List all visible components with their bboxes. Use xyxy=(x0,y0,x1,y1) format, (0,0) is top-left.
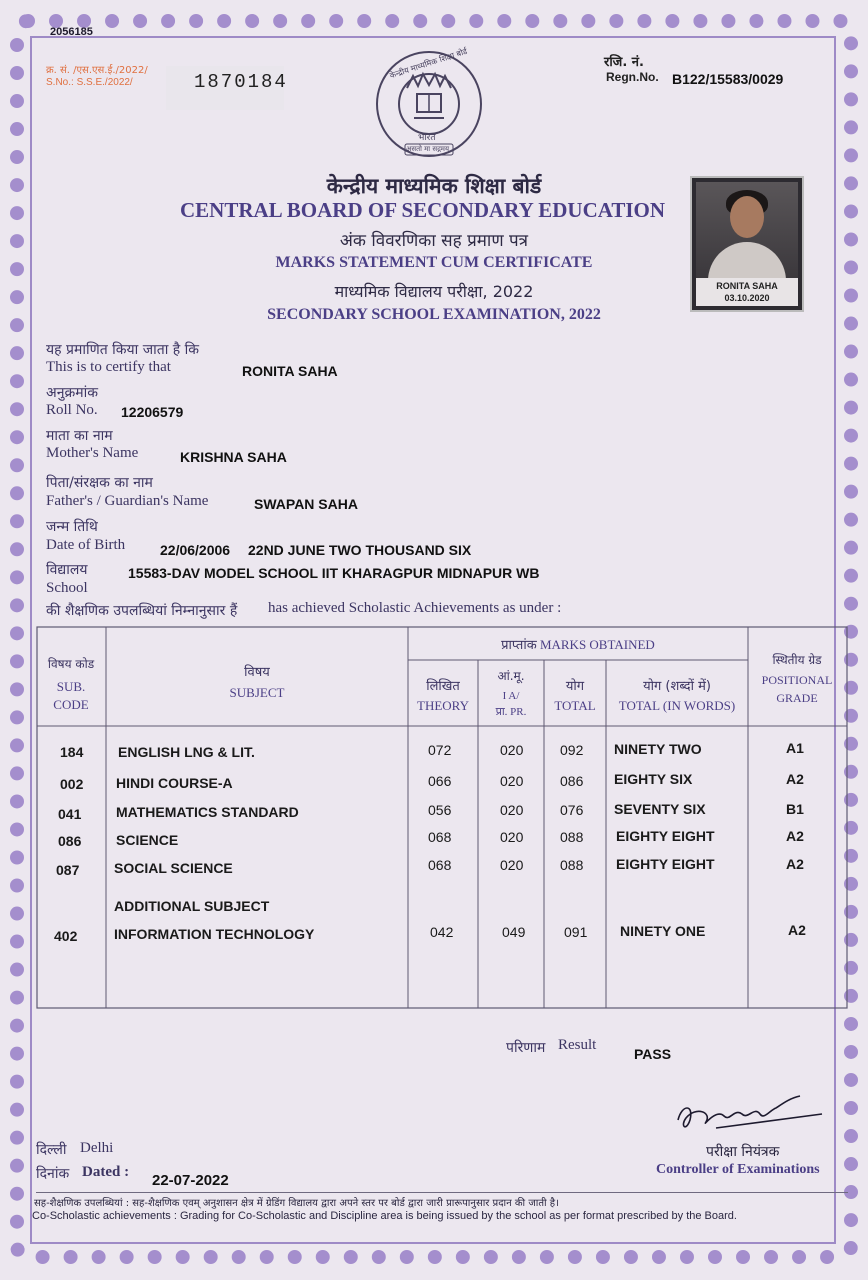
roll-label: Roll No. xyxy=(46,402,98,418)
row-total: 076 xyxy=(560,802,584,818)
row-code: 087 xyxy=(56,862,80,878)
certificate-title: MARKS STATEMENT CUM CERTIFICATE xyxy=(275,254,593,271)
row-code: 041 xyxy=(58,806,82,822)
row-words: SEVENTY SIX xyxy=(614,801,706,817)
board-title: CENTRAL BOARD OF SECONDARY EDUCATION xyxy=(180,198,666,222)
mother-label: Mother's Name xyxy=(46,445,139,461)
row-subject: ENGLISH LNG & LIT. xyxy=(118,744,255,760)
row-grade: B1 xyxy=(786,801,804,817)
footer-divider xyxy=(36,1192,848,1193)
col-grade-hindi: स्थितीय ग्रेड xyxy=(772,653,822,667)
exam-title-hindi: माध्यमिक विद्यालय परीक्षा, 2022 xyxy=(334,282,534,301)
row-ia: 020 xyxy=(500,773,524,789)
co-scholastic-note: Co-Scholastic achievements : Grading for Co-Scholastic and Discipline area is being issued by the school as per format prescribed by the Board. xyxy=(32,1210,737,1222)
col-total: TOTAL xyxy=(554,698,596,713)
dob-label: Date of Birth xyxy=(46,537,126,553)
row-words: EIGHTY SIX xyxy=(614,771,693,787)
achievement-label: has achieved Scholastic Achievements as under : xyxy=(268,600,562,616)
photo-name: RONITA SAHA xyxy=(716,281,778,291)
col-grade-en2: GRADE xyxy=(776,691,818,705)
photo-date: 03.10.2020 xyxy=(724,293,770,303)
photo-image xyxy=(696,182,798,278)
dob-label-hindi: जन्म तिथि xyxy=(46,519,98,535)
signature-icon xyxy=(672,1090,832,1140)
col-words-hindi: योग (शब्दों में) xyxy=(643,679,711,694)
sr-no-hindi: क्र. सं. /एस.एस.ई./2022/ xyxy=(46,65,148,76)
mother-label-hindi: माता का नाम xyxy=(46,428,113,444)
school-label-hindi: विद्यालय xyxy=(46,562,88,578)
controller-hindi: परीक्षा नियंत्रक xyxy=(706,1144,780,1160)
regn-hindi: रजि. नं. xyxy=(604,55,644,70)
controller-title: Controller of Examinations xyxy=(656,1162,820,1177)
row-grade: A1 xyxy=(786,740,804,756)
col-theory-hindi: लिखित xyxy=(426,679,460,694)
result-label: Result xyxy=(558,1037,597,1053)
col-theory: THEORY xyxy=(417,698,469,713)
row-theory: 072 xyxy=(428,742,452,758)
row-total: 086 xyxy=(560,773,584,789)
col-total-hindi: योग xyxy=(565,679,585,694)
photo-caption xyxy=(696,278,798,306)
col-subject-hindi: विषय xyxy=(244,665,270,680)
row-total: 092 xyxy=(560,742,584,758)
father-label: Father's / Guardian's Name xyxy=(46,493,209,509)
row-theory: 068 xyxy=(428,857,452,873)
place-label-hindi: दिल्ली xyxy=(36,1142,67,1158)
row-ia: 049 xyxy=(502,924,526,940)
sr-no-label: S.No.: S.S.E./2022/ xyxy=(46,77,133,88)
certificate-title-hindi: अंक विवरणिका सह प्रमाण पत्र xyxy=(339,231,529,251)
row-grade: A2 xyxy=(786,771,804,787)
board-title-hindi: केन्द्रीय माध्यमिक शिक्षा बोर्ड xyxy=(326,174,542,198)
row-theory: 056 xyxy=(428,802,452,818)
col-code-en2: CODE xyxy=(53,697,89,712)
row-ia: 020 xyxy=(500,829,524,845)
row-subject: SCIENCE xyxy=(116,832,179,848)
place-label: Delhi xyxy=(80,1140,114,1156)
col-ia-practical: प्रा. PR. xyxy=(495,706,527,718)
row-total: 088 xyxy=(560,829,584,845)
certify-label-hindi: यह प्रमाणित किया जाता है कि xyxy=(46,342,200,358)
row-grade: A2 xyxy=(786,856,804,872)
col-marks: MARKS OBTAINED xyxy=(539,637,655,652)
row-code: 402 xyxy=(54,928,78,944)
emblem-motto: असतो मा सद्गमय xyxy=(406,145,450,153)
school-name: 15583-DAV MODEL SCHOOL IIT KHARAGPUR MIDNAPUR WB xyxy=(128,565,540,581)
student-photo xyxy=(690,176,804,312)
emblem-text-top: केन्द्रीय माध्यमिक शिक्षा बोर्ड xyxy=(388,46,469,81)
roll-label-hindi: अनुक्रमांक xyxy=(46,385,98,401)
certify-label: This is to certify that xyxy=(46,359,171,375)
row-grade: A2 xyxy=(788,922,806,938)
col-marks-hindi: प्राप्तांक xyxy=(501,638,537,653)
co-scholastic-note-hindi: सह-शैक्षणिक उपलब्धियां : सह-शैक्षणिक एवम् अनुशासन क्षेत्र में ग्रेडिंग विद्यालय द्वारा अपने स्तर पर बोर्ड द्वारा जारी प्रारूपानुसार प्रदान की जाती है। xyxy=(34,1198,559,1209)
row-ia: 020 xyxy=(500,742,524,758)
result-value: PASS xyxy=(634,1046,672,1062)
emblem-text-mid: भारत xyxy=(418,133,436,143)
dob-value: 22/06/2006 xyxy=(160,542,231,558)
row-code: 184 xyxy=(60,744,84,760)
result-label-hindi: परिणाम xyxy=(506,1040,546,1056)
row-subject: SOCIAL SCIENCE xyxy=(114,860,233,876)
col-marks-group xyxy=(408,636,748,654)
row-words: NINETY TWO xyxy=(614,741,702,757)
sr-number: 1870184 xyxy=(194,71,288,93)
row-ia: 020 xyxy=(500,802,524,818)
regn-number: B122/15583/0029 xyxy=(672,71,784,87)
student-name: RONITA SAHA xyxy=(242,363,338,379)
row-theory: 066 xyxy=(428,773,452,789)
row-ia: 020 xyxy=(500,857,524,873)
col-ia: I A/ xyxy=(502,690,520,702)
row-code: 086 xyxy=(58,833,82,849)
col-ia-hindi: आं.मू. xyxy=(497,669,525,683)
row-subject: INFORMATION TECHNOLOGY xyxy=(114,926,315,942)
roll-number: 12206579 xyxy=(121,404,184,420)
row-theory: 068 xyxy=(428,829,452,845)
row-theory: 042 xyxy=(430,924,454,940)
exam-title: SECONDARY SCHOOL EXAMINATION, 2022 xyxy=(267,306,601,323)
row-code: 002 xyxy=(60,776,84,792)
additional-subject-label: ADDITIONAL SUBJECT xyxy=(114,898,270,914)
serial-top: 2056185 xyxy=(50,26,93,38)
col-code-hindi: विषय कोड xyxy=(47,657,95,671)
row-subject: MATHEMATICS STANDARD xyxy=(116,804,299,820)
row-total: 091 xyxy=(564,924,588,940)
row-words: EIGHTY EIGHT xyxy=(616,856,715,872)
school-label: School xyxy=(46,580,88,596)
col-grade-en1: POSITIONAL xyxy=(761,673,833,687)
row-words: EIGHTY EIGHT xyxy=(616,828,715,844)
row-words: NINETY ONE xyxy=(620,923,706,939)
row-grade: A2 xyxy=(786,828,804,844)
dob-words: 22ND JUNE TWO THOUSAND SIX xyxy=(248,542,472,558)
col-subject: SUBJECT xyxy=(229,685,285,700)
dated-label: Dated : xyxy=(82,1164,130,1180)
col-words: TOTAL (IN WORDS) xyxy=(618,698,736,713)
achievement-label-hindi: की शैक्षणिक उपलब्धियां निम्नानुसार हैं xyxy=(46,603,238,619)
row-total: 088 xyxy=(560,857,584,873)
dated-label-hindi: दिनांक xyxy=(36,1166,70,1182)
father-label-hindi: पिता/संरक्षक का नाम xyxy=(46,475,153,491)
col-code-en1: SUB. xyxy=(56,679,86,694)
mother-name: KRISHNA SAHA xyxy=(180,449,287,465)
regn-label: Regn.No. xyxy=(606,70,659,84)
issue-date: 22-07-2022 xyxy=(152,1172,229,1189)
father-name: SWAPAN SAHA xyxy=(254,496,358,512)
row-subject: HINDI COURSE-A xyxy=(116,775,233,791)
